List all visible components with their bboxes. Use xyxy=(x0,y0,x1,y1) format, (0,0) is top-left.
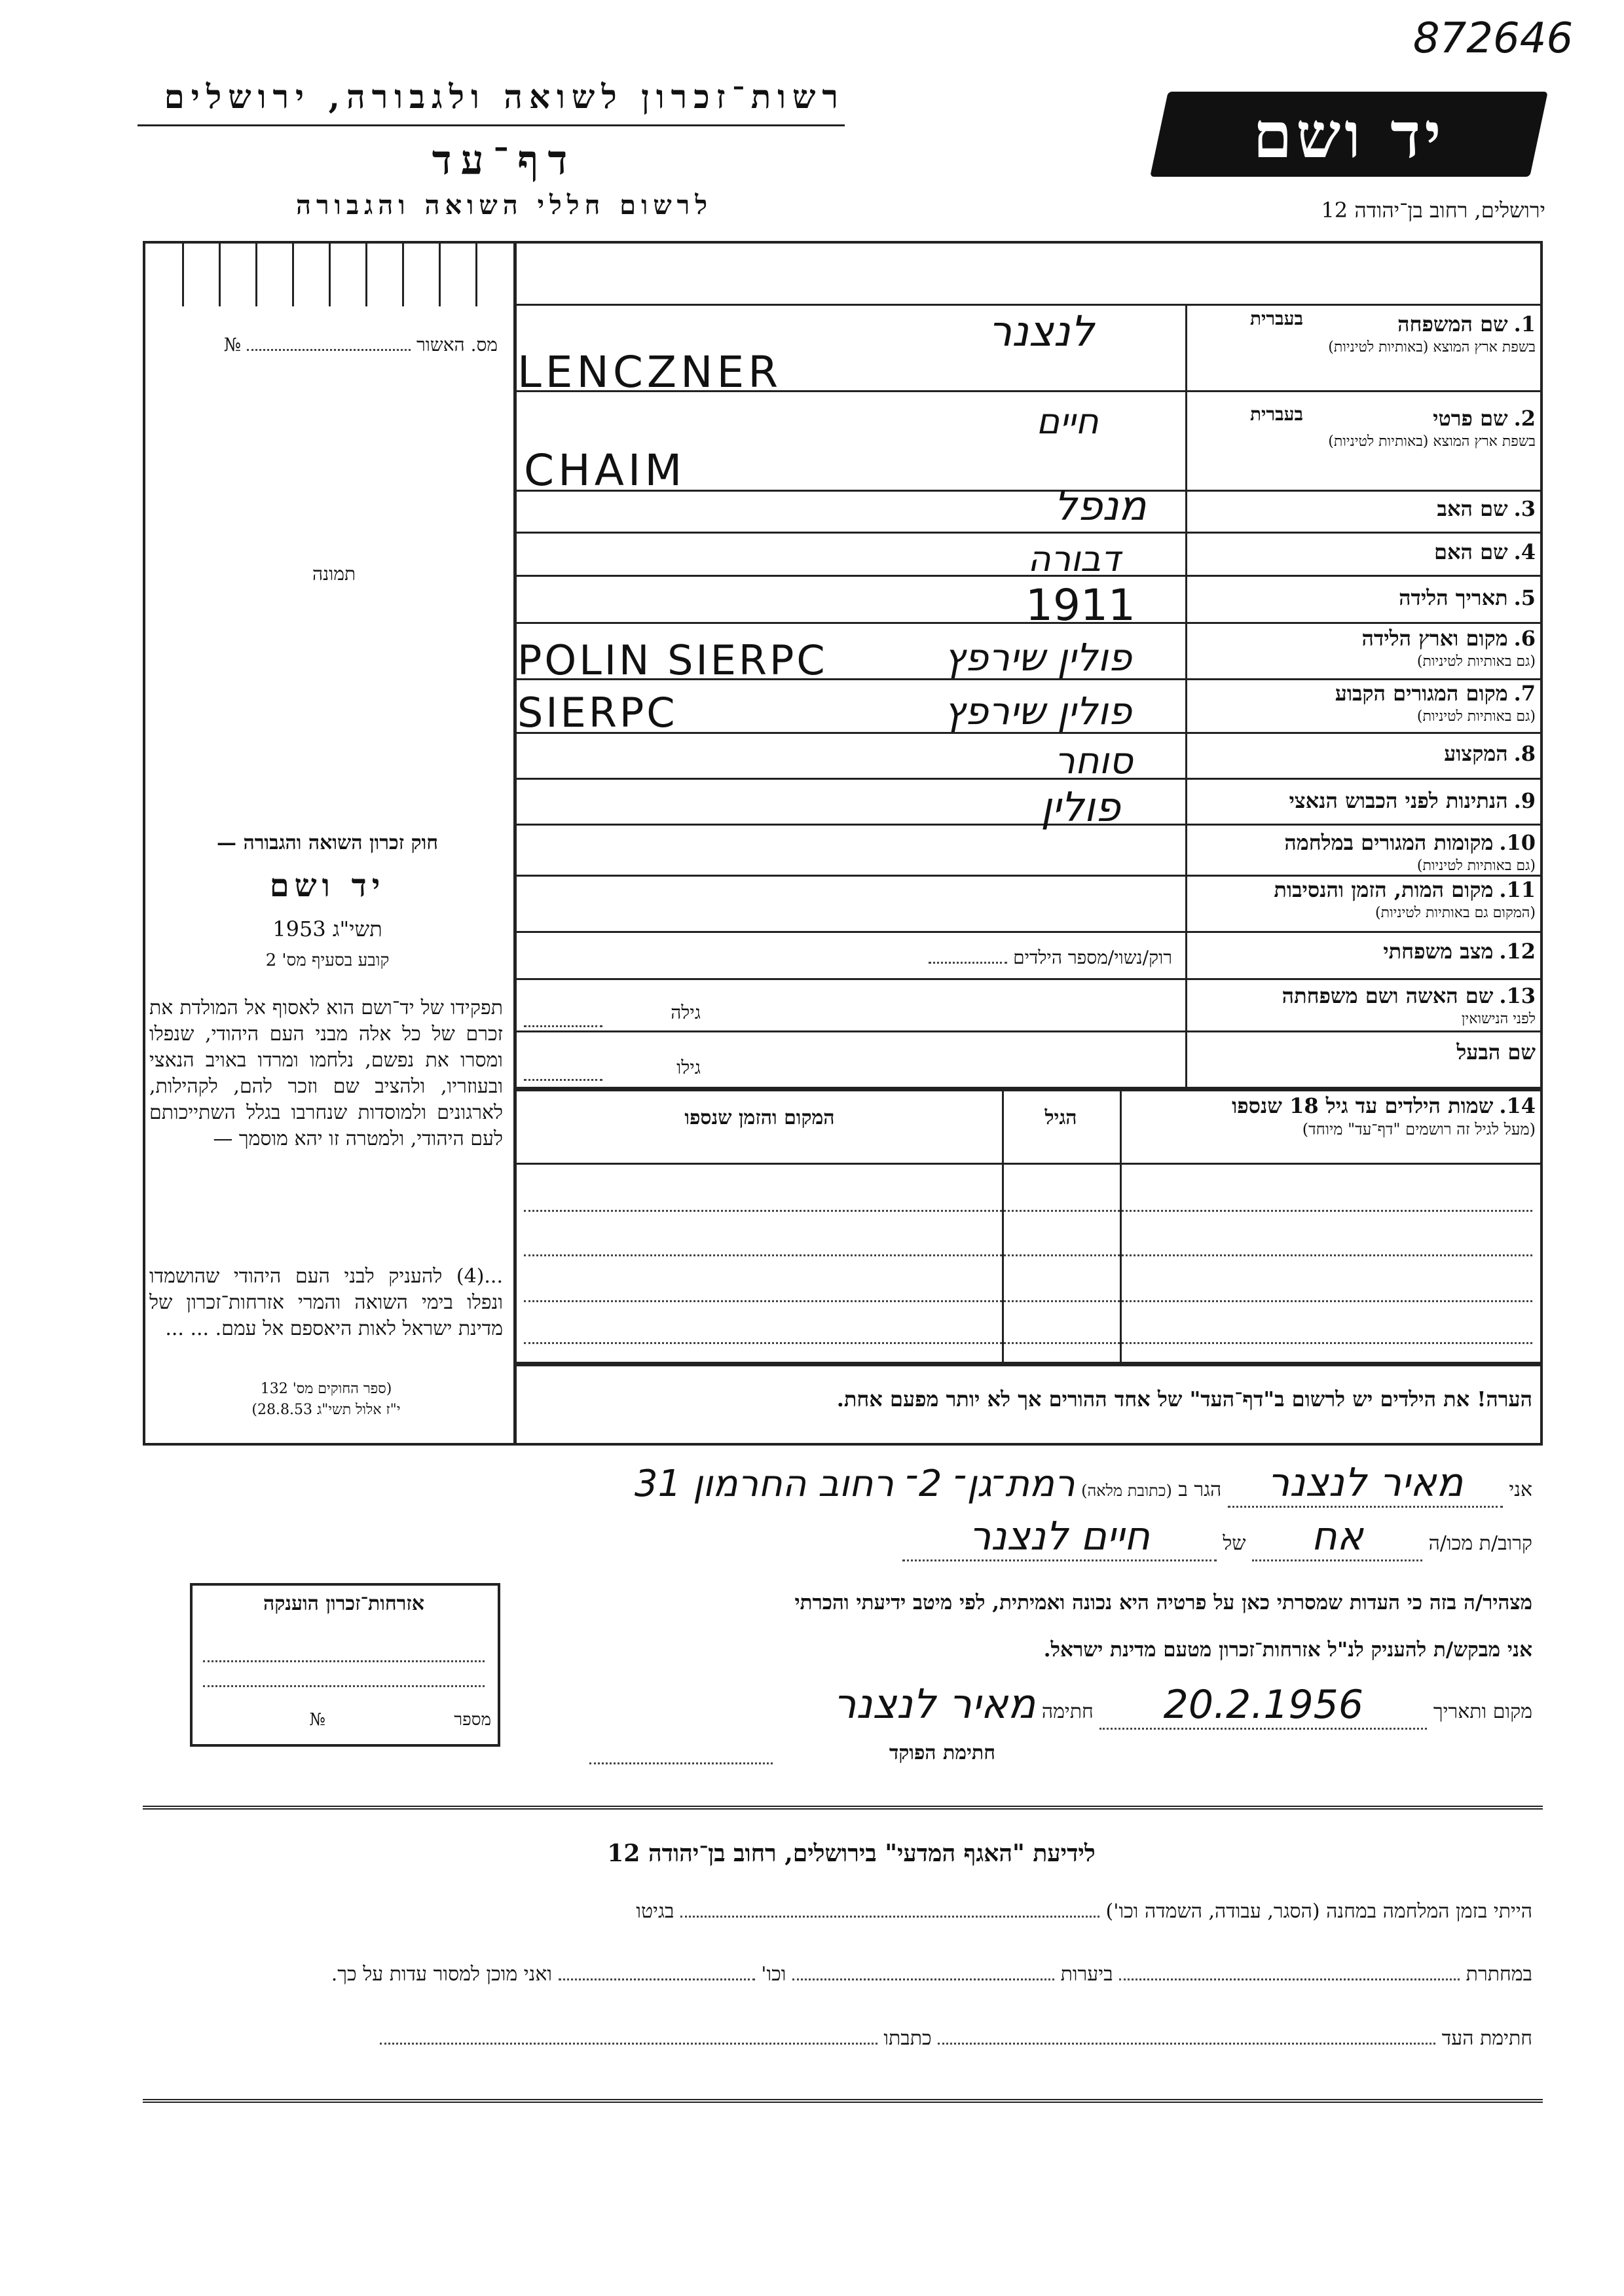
bottom-line-3: חתימת העד כתבתו xyxy=(157,2027,1532,2050)
bottom-rule-top xyxy=(143,1806,1543,1810)
children-col-age: הגיל xyxy=(1044,1106,1077,1129)
bottom-rule-end xyxy=(143,2099,1543,2103)
husband-age-label: גילו xyxy=(676,1057,701,1078)
law-name: יד ושם xyxy=(269,867,386,904)
bottom-line-2: במחתרת ביערות וכו' ואני מוכן למסור עדות על כך. xyxy=(331,1963,1532,1986)
field-1-lang: בעברית xyxy=(1249,308,1303,329)
declaration-line-2: קרוב/ת מכו/ה אח של חיים לנצנר xyxy=(589,1514,1532,1561)
page-title: דף־עד xyxy=(432,136,577,184)
field-2-lang: בעברית xyxy=(1249,403,1303,425)
field-8-label: 8. המקצוע xyxy=(1444,741,1536,766)
law-year: תשי"ג 1953 xyxy=(272,917,382,941)
law-source-date: י"ז אלול תשי"ג 28.8.53) xyxy=(251,1402,401,1418)
citizenship: פולין xyxy=(1041,783,1120,831)
field-4-label: 4. שם האם xyxy=(1434,539,1536,564)
left-column-divider xyxy=(513,244,517,1446)
label-column-divider xyxy=(1185,304,1187,1089)
approval-number: מס. האשור № xyxy=(223,334,498,355)
children-col-place: המקום והזמן שנספו xyxy=(684,1106,835,1129)
archive-number: 872646 xyxy=(1412,14,1574,63)
field-12-label: 12. מצב משפחתי xyxy=(1383,939,1536,964)
field-1-label: 1. שם המשפחה בשפת ארץ המוצא (באותיות לטיניות) xyxy=(1328,312,1536,355)
tick-strip xyxy=(145,244,513,306)
field-9-label: 9. הנתינות לפני הכבוש הנאצי xyxy=(1289,788,1536,813)
field-10-label: 10. מקומות המגורים במלחמה (גם באותיות לטיניות) xyxy=(1284,830,1536,874)
firstname-latin: CHAIM xyxy=(524,445,686,496)
field-2-label: 2. שם פרטי בשפת ארץ המוצא (באותיות לטיניות) xyxy=(1328,406,1536,450)
father-name: מנפל xyxy=(1054,482,1147,530)
residence-latin: SIERPC xyxy=(517,689,678,737)
declaration-line-1: אני מאיר לנצנר הגר ב (כתובת מלאה) רמת־גן־ 2־ רחוב החרמון 31 xyxy=(138,1460,1532,1508)
field-11-label: 11. מקום המות, הזמן והנסיבות (המקום גם באותיות לטיניות) xyxy=(1274,877,1536,921)
official-signature-label: חתימת הפוקד xyxy=(889,1741,995,1764)
certificate-box-number: מספר № xyxy=(309,1710,491,1730)
field-6-label: 6. מקום וארץ הלידה (גם באותיות לטיניות) xyxy=(1361,626,1536,670)
institution-name: רשות־זכרון לשואה ולגבורה, ירושלים xyxy=(164,77,845,116)
birthplace-hebrew: פולין שירפץ xyxy=(944,635,1132,680)
surname-latin: LENCZNER xyxy=(517,347,783,397)
logo-text: יד ושם xyxy=(1253,98,1445,172)
bottom-line-1: הייתי בזמן המלחמה במחנה (הסגר, עבודה, השמדה וכו') בגיטו xyxy=(636,1900,1532,1923)
residence-hebrew: פולין שירפץ xyxy=(944,689,1132,733)
profession: סוחר xyxy=(1054,740,1133,782)
bottom-heading: לידיעת "האגף המדעי" בירושלים, רחוב בן־יהודה 12 xyxy=(607,1840,1096,1867)
field-3-label: 3. שם האב xyxy=(1437,496,1536,521)
declaration-statement: מצהיר/ה בזה כי העדות שמסרתי כאן על פרטיה היא נכונה ואמיתית, לפי מיטב ידיעתי והכרתי xyxy=(794,1591,1532,1614)
field-12-options: רוק/נשוי/מספר הילדים xyxy=(819,947,1172,969)
law-paragraph-1: תפקידו של יד־ושם הוא לאסוף אל המולדת את זכרם של כל אלה מבני העם היהודי, שנפלו ומסרו את נפשם, נלחמו ומרדו באויב הנאצי ובעוזריו, ולהציב שם וזכר להם, לקהילות, לארגונים ולמוסדות שנחרבו בגלל השתייכותם לעם היהודי, ולמטרה זו יהא מוסמך — xyxy=(149,996,503,1150)
field-5-label: 5. תאריך הלידה xyxy=(1399,585,1536,610)
field-7-label: 7. מקום המגורים הקבוע (גם באותיות לטיניות) xyxy=(1335,681,1536,725)
firstname-hebrew: חיים xyxy=(1036,401,1099,442)
husband-label: שם הבעל xyxy=(1456,1040,1536,1065)
law-paragraph-2: ...(4) להעניק לבני העם היהודי שהושמדו ונפלו בימי השואה והמרי אזרחות־זכרון של מדינת ישראל לאות היאספם אל עמם. ... ... xyxy=(149,1265,503,1340)
surname-hebrew: לנצנר xyxy=(988,308,1094,356)
declaration-request: אני מבקש/ת להעניק לנ"ל אזרחות־זכרון מטעם מדינת ישראל. xyxy=(1043,1638,1532,1662)
birthplace-latin: POLIN SIERPC xyxy=(517,636,828,684)
law-source: (ספר החוקים מס' 132 xyxy=(260,1381,392,1397)
law-section: קובע בסעיף מס' 2 xyxy=(265,951,390,970)
page-subtitle: לרשום חללי השואה והגבורה xyxy=(295,190,713,221)
certificate-box-title: אזרחות־זכרון הוענקה xyxy=(263,1592,425,1615)
children-title: 14. שמות הילדים עד גיל 18 שנספו (מעל לגיל זה רושמים "דף־עד" מיוחד) xyxy=(1232,1093,1536,1139)
birth-date: 1911 xyxy=(1025,580,1135,630)
remark-text: הערה! את הילדים יש לרשום ב"דף־העד" של אחד ההורים אך לא יותר מפעם אחת. xyxy=(836,1387,1532,1412)
field-13-label: 13. שם האשה ושם משפחתה לפני הנישואין xyxy=(1282,983,1536,1027)
wife-age-label: גילה xyxy=(671,1002,701,1023)
address: ירושלים, רחוב בן־יהודה 12 xyxy=(1321,198,1545,223)
law-heading: חוק זכרון השואה והגבורה — xyxy=(217,831,438,854)
mother-name: דבורה xyxy=(1027,538,1120,579)
photo-label: תמונה xyxy=(312,563,356,585)
declaration-line-date: מקום ותאריך 20.2.1956 חתימה מאיר לנצנר xyxy=(498,1680,1532,1730)
header-rule xyxy=(138,124,845,126)
